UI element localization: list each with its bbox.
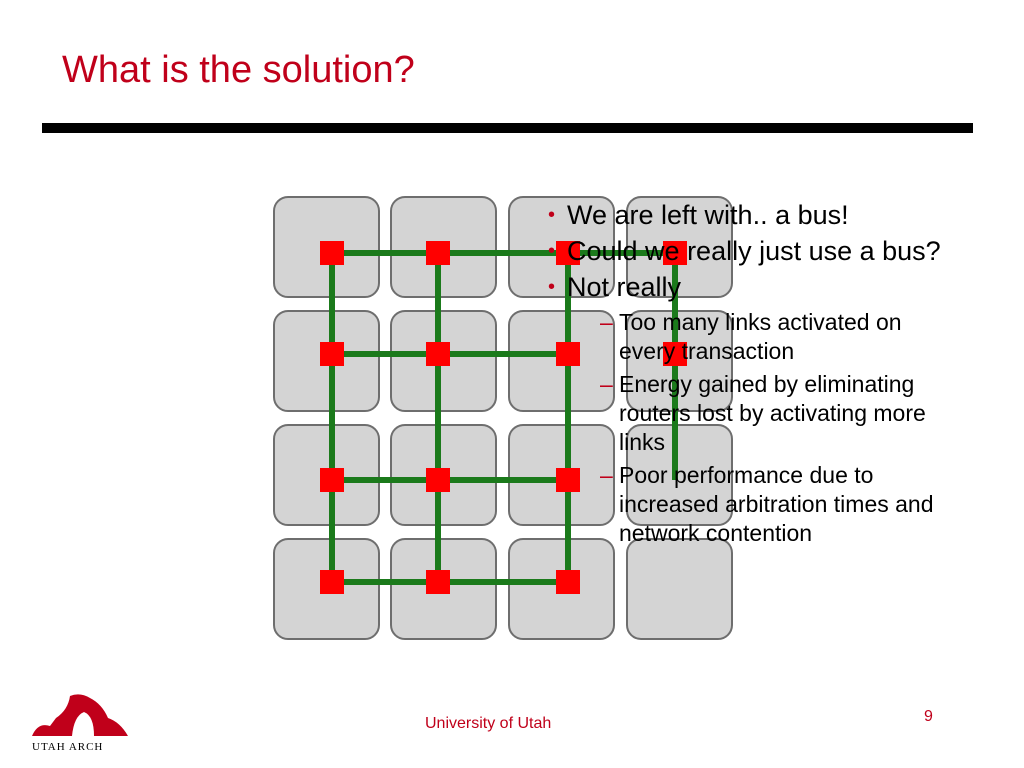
sub-bullet-item bbox=[546, 370, 959, 457]
sub-bullet-marker: – bbox=[600, 462, 613, 488]
bullet-item bbox=[546, 200, 986, 230]
slide-title: What is the solution? bbox=[62, 49, 415, 91]
router-node bbox=[320, 342, 344, 366]
router-node bbox=[426, 468, 450, 492]
bullet-marker: • bbox=[548, 240, 556, 262]
router-node bbox=[426, 241, 450, 265]
bullet-marker: • bbox=[548, 204, 556, 226]
bullet-text: Could we really just use a bus? bbox=[567, 236, 941, 266]
router-node bbox=[426, 342, 450, 366]
bullet-item bbox=[546, 236, 986, 266]
router-node bbox=[320, 468, 344, 492]
router-node bbox=[320, 570, 344, 594]
router-node bbox=[320, 241, 344, 265]
bullet-marker: • bbox=[548, 276, 556, 298]
bullet-text: Not really bbox=[567, 272, 682, 302]
sub-bullet-text: Poor performance due to increased arbitration times and network contention bbox=[619, 462, 934, 546]
sub-bullet-item bbox=[546, 461, 959, 548]
router-node bbox=[556, 570, 580, 594]
sub-bullet-marker: – bbox=[600, 371, 613, 397]
bullet-item bbox=[546, 272, 986, 302]
sub-bullet-text: Energy gained by eliminating routers lost by activating more links bbox=[619, 371, 926, 455]
bullet-text: We are left with.. a bus! bbox=[567, 200, 849, 230]
sub-bullet-marker: – bbox=[600, 309, 613, 335]
router-node bbox=[426, 570, 450, 594]
footer-institution: University of Utah bbox=[425, 715, 552, 732]
bullet-list bbox=[546, 200, 986, 552]
utah-arch-logo bbox=[28, 688, 138, 754]
processor-tile bbox=[627, 539, 732, 639]
sub-bullet-item bbox=[546, 308, 959, 366]
svg-text:UTAH ARCH: UTAH ARCH bbox=[32, 741, 104, 753]
sub-bullet-text: Too many links activated on every transaction bbox=[619, 309, 902, 364]
page-number: 9 bbox=[924, 708, 933, 725]
